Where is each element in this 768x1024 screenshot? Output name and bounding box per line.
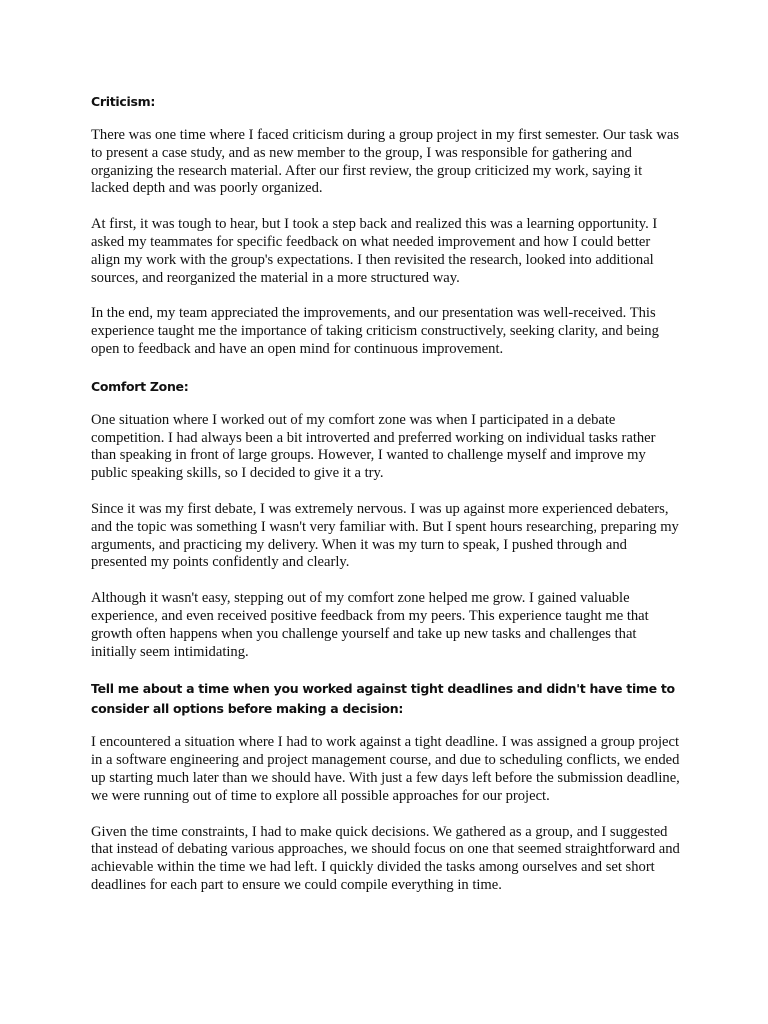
paragraph: I encountered a situation where I had to work against a tight deadline. I was assigned a group project in a software engineering and project management course, and due to scheduling conflicts, we ended up starting much later than we should have. With just a few days left before the submission deadline, we were running out of time to explore all possible approaches for our project. xyxy=(91,734,680,804)
document-page xyxy=(91,92,681,913)
section-tight-deadlines xyxy=(91,679,681,894)
section-heading: Tell me about a time when you worked against tight deadlines and didn't have time to consider all options before making a decision: xyxy=(91,681,675,717)
paragraph: Given the time constraints, I had to make quick decisions. We gathered as a group, and I suggested that instead of debating various approaches, we should focus on one that seemed straightforward and achievable within the time we had left. I quickly divided the tasks among ourselves and set short deadlines for each part to ensure we could compile everything in time. xyxy=(91,823,680,893)
paragraph: At first, it was tough to hear, but I took a step back and realized this was a learning opportunity. I asked my teammates for specific feedback on what needed improvement and how I could better align my work with the group's expectations. I then revisited the research, looked into additional sources, and reorganized the material in a more structured way. xyxy=(91,216,658,286)
paragraph: One situation where I worked out of my comfort zone was when I participated in a debate competition. I had always been a bit introverted and preferred working on individual tasks rather than speaking in front of large groups. However, I wanted to challenge myself and improve my public speaking skills, so I decided to give it a try. xyxy=(91,411,656,482)
paragraph: In the end, my team appreciated the improvements, and our presentation was well-received. This experience taught me the importance of taking criticism constructively, seeking clarity, and being open to feedback and have an open mind for continuous improvement. xyxy=(91,305,659,357)
section-heading: Comfort Zone: xyxy=(91,378,189,394)
section-comfort-zone xyxy=(91,377,681,662)
paragraph: Since it was my first debate, I was extremely nervous. I was up against more experienced debaters, and the topic was something I wasn't very familiar with. But I spent hours researching, preparing my arguments, and practicing my delivery. When it was my turn to speak, I pushed through and presented my points confidently and clearly. xyxy=(91,500,679,571)
section-criticism xyxy=(91,92,681,359)
paragraph: There was one time where I faced criticism during a group project in my first semester. Our task was to present a case study, and as new member to the group, I was responsible for gathering and organizing the research material. After our first review, the group criticized my work, saying it lacked depth and was poorly organized. xyxy=(91,127,680,197)
section-heading: Criticism: xyxy=(91,94,156,109)
paragraph: Although it wasn't easy, stepping out of my comfort zone helped me grow. I gained valuable experience, and even received positive feedback from my peers. This experience taught me that growth often happens when you challenge yourself and take up new tasks and challenges that initially seem intimidating. xyxy=(91,590,649,660)
